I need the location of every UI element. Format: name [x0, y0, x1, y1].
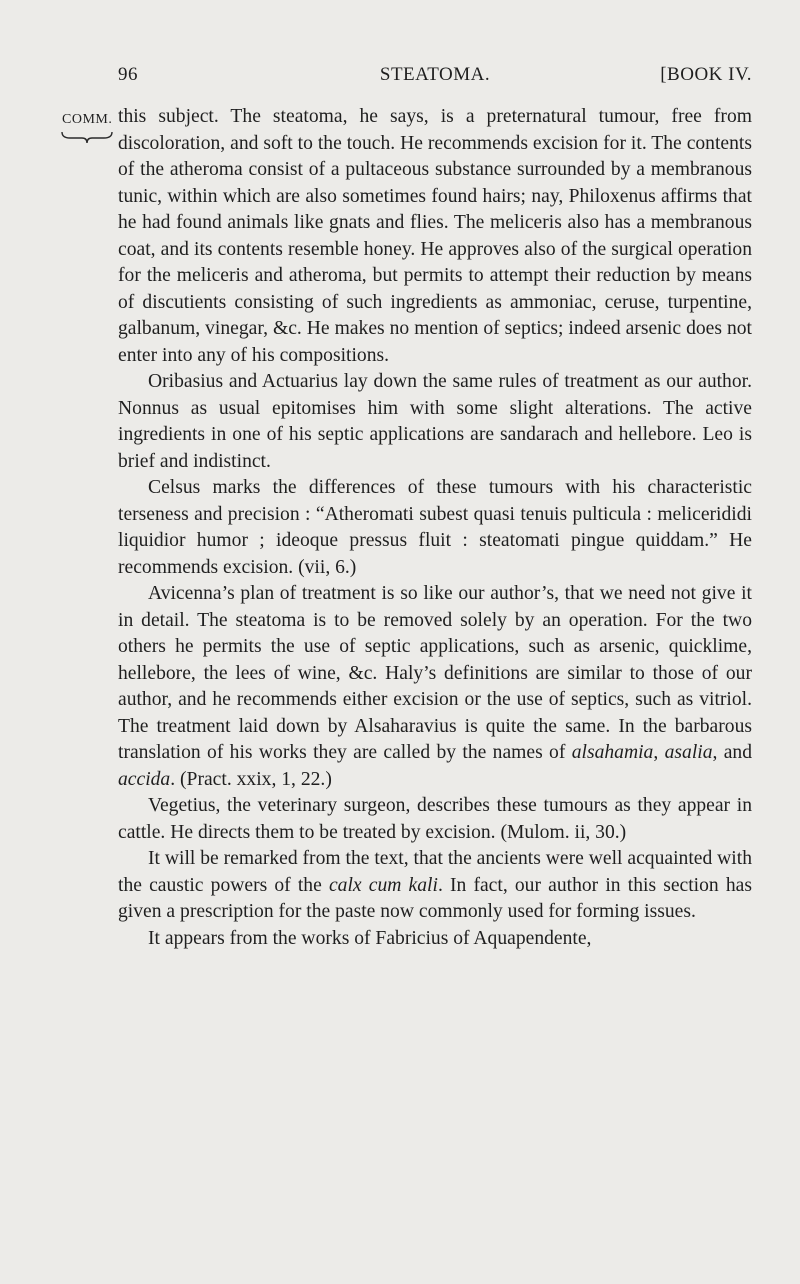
margin-brace-icon — [60, 130, 114, 144]
paragraph: It will be remarked from the text, that the ancients were well acquainted with the caustic powers of the calx cum kali. In fact, our author in this section has given a prescription for the paste now commonly used for forming issues. — [118, 848, 752, 922]
book-reference: [BOOK IV. — [660, 64, 752, 85]
paragraph: It appears from the works of Fabricius of Aquapendente, — [148, 927, 592, 949]
paragraph: Vegetius, the veterinary surgeon, describes these tumours as they appear in cattle. He directs them to be treated by excision. (Mulom. ii, 30.) — [118, 795, 752, 843]
running-header — [118, 64, 752, 90]
body-text — [118, 104, 752, 952]
running-title: STEATOMA. — [379, 64, 491, 85]
paragraph: this subject. The steatoma, he says, is a preternatural tumour, free from discoloration, and soft to the touch. He recommends excision for it. The contents of the atheroma consist of a pultaceous substance surrounded by a membranous tunic, within which are also sometimes found hairs; nay, Philoxenus affirms that he had found animals like gnats and flies. The meliceris also has a membranous coat, and its contents resemble honey. He approves also of the surgical operation for the meliceris and atheroma, but permits to attempt their reduction by means of discutients consisting of such ingredients as ammoniac, ceruse, turpentine, galbanum, vinegar, &c. He makes no mention of septics; indeed arsenic does not enter into any of his compositions. — [118, 106, 752, 366]
page-number: 96 — [118, 64, 138, 85]
paragraph: Celsus marks the differences of these tumours with his characteristic terseness and precision : “Atheromati subest quasi tenuis pulticula : melicerididi liquidior humor ; ideoque pressus fluit : steatomati pingue quiddam.” He recommends excision. (vii, 6.) — [118, 477, 752, 578]
paragraph: Oribasius and Actuarius lay down the same rules of treatment as our author. Nonnus as usual epitomises him with some slight alterations. The active ingredients in one of his septic applications are sandarach and hellebore. Leo is brief and indistinct. — [118, 371, 752, 472]
margin-note: COMM. — [62, 112, 113, 127]
paragraph: Avicenna’s plan of treatment is so like our author’s, that we need not give it in detail. The steatoma is to be removed solely by an operation. For the two others he permits the use of septic applications, such as arsenic, quicklime, hellebore, the lees of wine, &c. Haly’s definitions are similar to those of our author, and he recommends either excision or the use of septics, such as vitriol. The treatment laid down by Alsaharavius is quite the same. In the barbarous translation of his works they are called by the names of alsahamia, asalia, and accida. (Pract. xxix, 1, 22.) — [118, 583, 753, 790]
